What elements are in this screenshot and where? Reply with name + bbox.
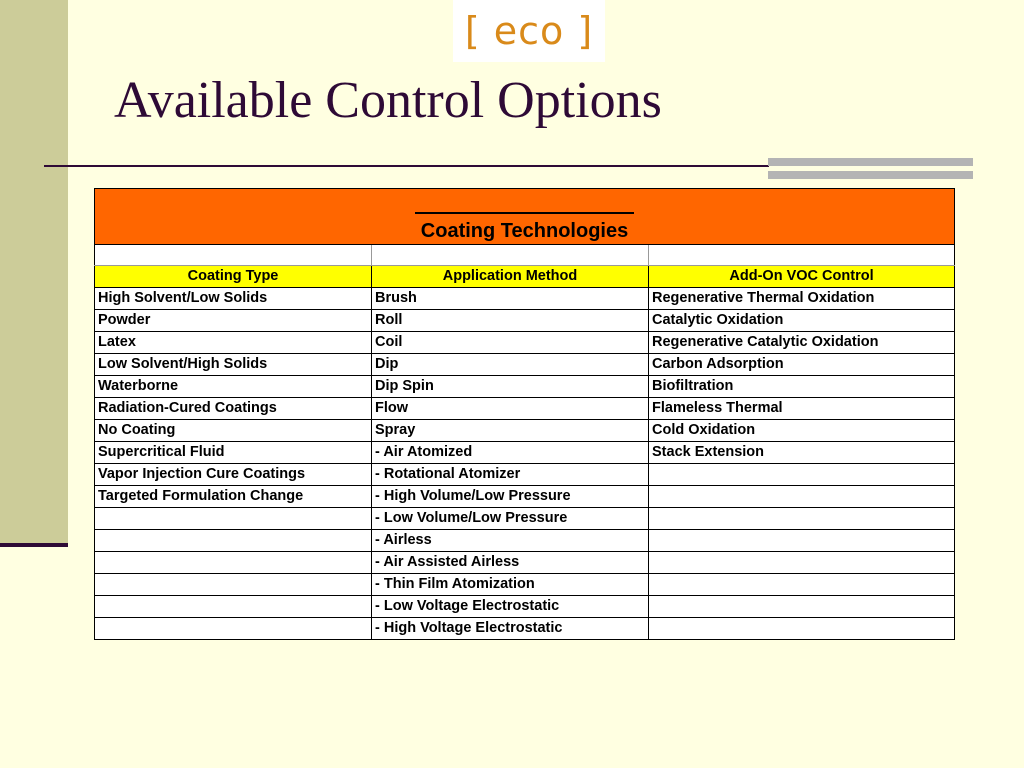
voc-control-cell [649,618,955,640]
coating-type-cell [95,530,372,552]
eco-logo-text: [ eco ] [464,9,594,53]
table-row [95,332,955,354]
voc-control-cell [649,574,955,596]
coating-type-cell: Vapor Injection Cure Coatings [95,464,372,486]
application-method-cell: Roll [372,310,649,332]
coating-type-cell [95,574,372,596]
coating-type-cell: High Solvent/Low Solids [95,288,372,310]
voc-control-cell [649,486,955,508]
application-method-cell: - High Volume/Low Pressure [372,486,649,508]
coating-type-cell: Supercritical Fluid [95,442,372,464]
coating-type-cell: No Coating [95,420,372,442]
table-row [95,596,955,618]
application-method-cell: Coil [372,332,649,354]
application-method-cell: Spray [372,420,649,442]
spacer-cell [649,245,955,266]
coating-type-cell: Low Solvent/High Solids [95,354,372,376]
application-method-cell: Dip Spin [372,376,649,398]
application-method-cell: - Rotational Atomizer [372,464,649,486]
table-row [95,398,955,420]
application-method-cell: - Air Assisted Airless [372,552,649,574]
voc-control-cell: Regenerative Catalytic Oxidation [649,332,955,354]
voc-control-cell: Flameless Thermal [649,398,955,420]
coating-type-cell [95,508,372,530]
application-method-cell: - Low Voltage Electrostatic [372,596,649,618]
column-header-voc-control: Add-On VOC Control [649,266,955,288]
coating-type-cell [95,596,372,618]
table-row [95,486,955,508]
voc-control-cell: Cold Oxidation [649,420,955,442]
table-spacer-row [95,245,955,266]
application-method-cell: - Thin Film Atomization [372,574,649,596]
table-row [95,552,955,574]
title-underline [44,165,769,167]
coating-type-cell: Waterborne [95,376,372,398]
application-method-cell: - Low Volume/Low Pressure [372,508,649,530]
table-row [95,508,955,530]
table-row [95,310,955,332]
voc-control-cell [649,464,955,486]
voc-control-cell [649,596,955,618]
table-row [95,420,955,442]
left-accent-rule [0,543,68,547]
application-method-cell: - High Voltage Electrostatic [372,618,649,640]
table-header-row [95,266,955,288]
table-title: Coating Technologies [415,212,634,243]
column-header-application-method: Application Method [372,266,649,288]
voc-control-cell: Carbon Adsorption [649,354,955,376]
coating-type-cell [95,618,372,640]
application-method-cell: Flow [372,398,649,420]
coating-technologies-table [94,188,955,640]
spacer-cell [372,245,649,266]
table-row [95,464,955,486]
application-method-cell: Brush [372,288,649,310]
application-method-cell: - Airless [372,530,649,552]
table-row [95,530,955,552]
coating-type-cell: Radiation-Cured Coatings [95,398,372,420]
application-method-cell: - Air Atomized [372,442,649,464]
table-row [95,376,955,398]
voc-control-cell: Stack Extension [649,442,955,464]
decorative-gray-bars [768,158,973,179]
coating-type-cell [95,552,372,574]
voc-control-cell [649,552,955,574]
table-banner-cell [95,189,955,245]
coating-type-cell: Powder [95,310,372,332]
voc-control-cell: Regenerative Thermal Oxidation [649,288,955,310]
table-row [95,574,955,596]
spacer-cell [95,245,372,266]
voc-control-cell [649,530,955,552]
application-method-cell: Dip [372,354,649,376]
table-row [95,442,955,464]
table-row [95,288,955,310]
voc-control-cell: Biofiltration [649,376,955,398]
table-banner-row [95,189,955,245]
table-row [95,618,955,640]
voc-control-cell: Catalytic Oxidation [649,310,955,332]
voc-control-cell [649,508,955,530]
column-header-coating-type: Coating Type [95,266,372,288]
eco-logo [453,0,605,62]
coating-type-cell: Targeted Formulation Change [95,486,372,508]
slide-title: Available Control Options [114,72,662,129]
table-row [95,354,955,376]
coating-type-cell: Latex [95,332,372,354]
left-accent-band [0,0,68,545]
